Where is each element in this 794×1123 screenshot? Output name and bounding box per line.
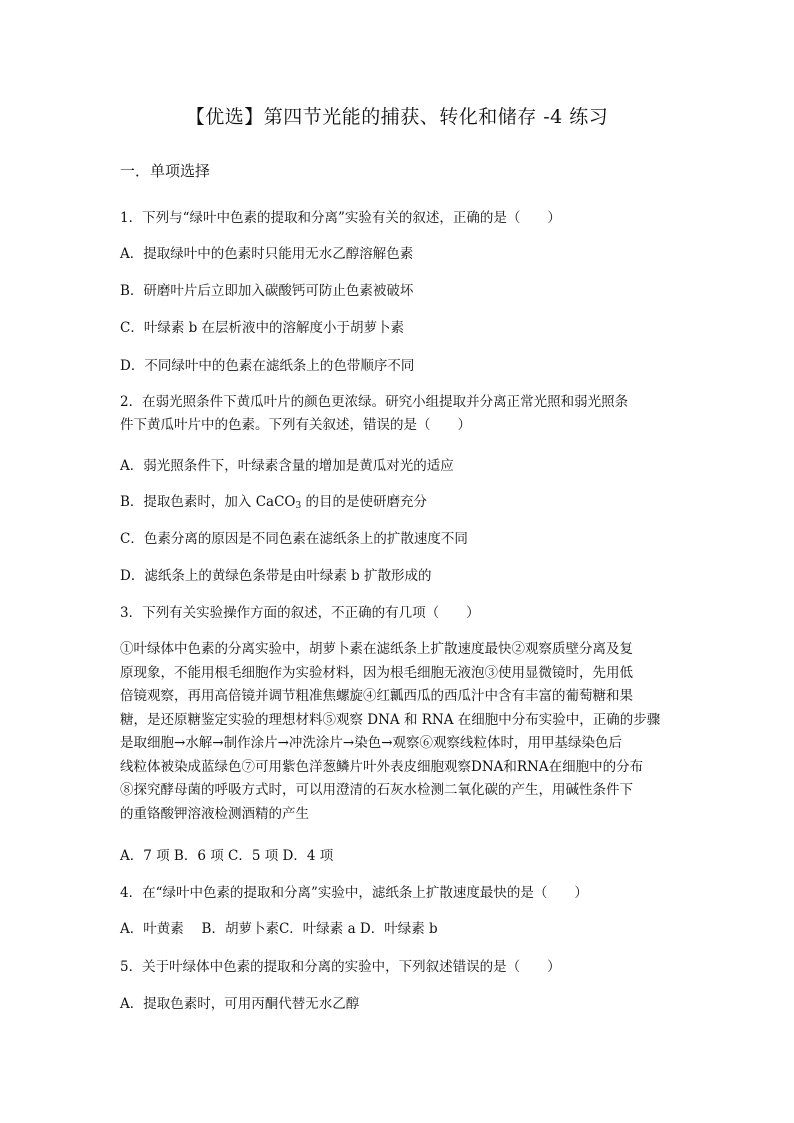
q2-option-b-prefix: B．提取色素时，加入 CaCO [120,494,296,510]
q1-stem: 1．下列与“绿叶中色素的提取和分离”实验有关的叙述，正确的是（ ） [120,210,561,226]
q5-option-a: A．提取色素时，可用丙酮代替无水乙醇 [120,996,360,1012]
q2-stem-line1: 2．在弱光照条件下黄瓜叶片的颜色更浓绿。研究小组提取并分离正常光照和弱光照条 [120,394,629,410]
q3-body-line: 是取细胞→水解→制作涂片→冲洗涂片→染色→观察⑥观察线粒体时，用甲基绿染色后 [120,735,623,751]
q4-stem: 4．在“绿叶中色素的提取和分离”实验中，滤纸条上扩散速度最快的是（ ） [120,885,588,901]
q3-body-line: 倍镜观察，再用高倍镜并调节粗准焦螺旋④红瓤西瓜的西瓜汁中含有丰富的葡萄糖和果 [120,688,633,704]
q3-stem: 3．下列有关实验操作方面的叙述，不正确的有几项（ ） [120,605,480,621]
section-heading: 一．单项选择 [120,162,211,180]
q1-option-c: C．叶绿素 b 在层析液中的溶解度小于胡萝卜素 [120,320,405,336]
q5-stem: 5．关于叶绿体中色素的提取和分离的实验中，下列叙述错误的是（ ） [120,959,561,975]
q3-body-line: 原现象，不能用根毛细胞作为实验材料，因为根毛细胞无液泡③使用显微镜时，先用低 [120,664,633,681]
q4-options: A．叶黄素 B．胡萝卜素C．叶绿素 a D．叶绿素 b [120,921,438,937]
q3-body-line: 糖，是还原糖鉴定实验的理想材料⑤观察 DNA 和 RNA 在细胞中分布实验中，正确的步骤 [120,711,661,728]
q3-body [120,638,680,826]
q1-option-d: D．不同绿叶中的色素在滤纸条上的色带顺序不同 [120,358,415,374]
q3-body-line: 线粒体被染成蓝绿色⑦可用紫色洋葱鳞片叶外表皮细胞观察DNA和RNA在细胞中的分布 [120,758,644,775]
q2-stem-line2: 件下黄瓜叶片中的色素。下列有关叙述，错误的是（ ） [120,417,471,433]
q1-option-b: B．研磨叶片后立即加入碳酸钙可防止色素被破坏 [120,283,414,299]
page-title: 【优选】第四节光能的捕获、转化和储存 -4 练习 [185,106,609,128]
q3-options: A．7 项 B．6 项 C．5 项 D．4 项 [120,848,334,864]
q1-option-a: A．提取绿叶中的色素时只能用无水乙醇溶解色素 [120,246,414,262]
q3-body-line: 的重铬酸钾溶液检测酒精的产生 [120,805,309,822]
q3-body-line: ⑧探究酵母菌的呼吸方式时，可以用澄清的石灰水检测二氧化碳的产生，用碱性条件下 [120,782,633,798]
q2-option-b-suffix: 的目的是使研磨充分 [301,494,428,510]
q2-option-d: D．滤纸条上的黄绿色条带是由叶绿素 b 扩散形成的 [120,568,432,584]
q2-option-c: C．色素分离的原因是不同色素在滤纸条上的扩散速度不同 [120,531,468,547]
q2-option-b [120,491,680,517]
q3-body-line: ①叶绿体中色素的分离实验中，胡萝卜素在滤纸条上扩散速度最快②观察质壁分离及复 [120,641,633,657]
q2-option-a: A．弱光照条件下，叶绿素含量的增加是黄瓜对光的适应 [120,458,454,474]
q2-option-b-subscript: 3 [295,501,302,511]
